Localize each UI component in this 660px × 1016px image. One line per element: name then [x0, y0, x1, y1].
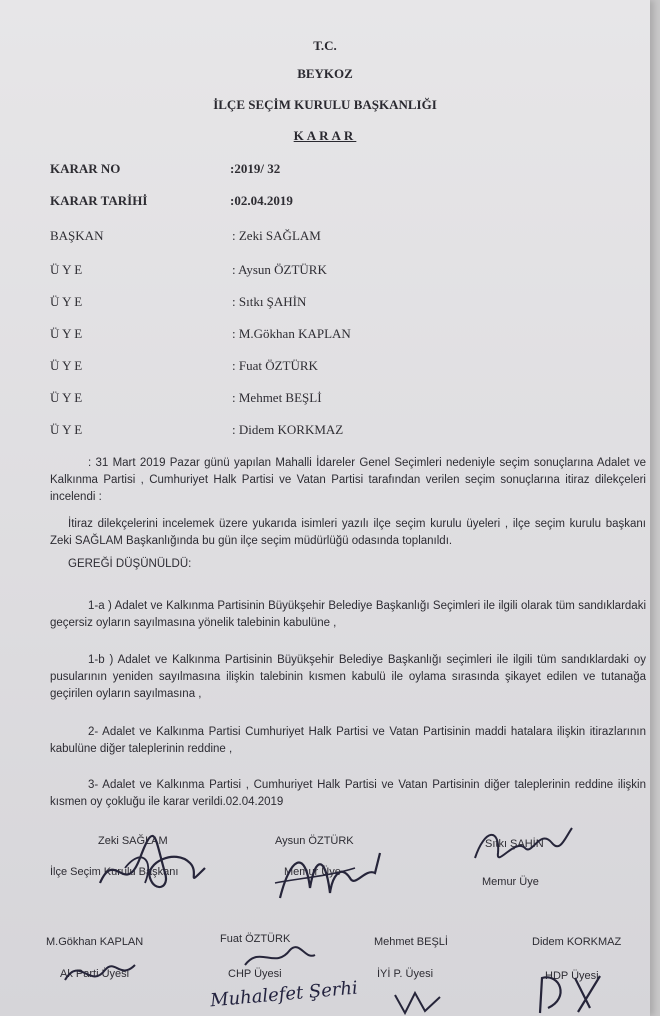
- signatory-name: M.Gökhan KAPLAN: [46, 936, 144, 948]
- signatory-title: CHP Üyesi: [228, 968, 282, 980]
- member-signature: [530, 968, 620, 1016]
- member-signature: [240, 935, 320, 980]
- president-signature: [95, 828, 215, 898]
- review-paragraph: İtiraz dilekçelerini incelemek üzere yukarıda isimleri yazılı ilçe seçim kurulu üyeleri , ilçe seçim kurulu başkanı Zeki SAĞLAM Başkanlığında bu gün ilçe seçim müdürlüğü odasında toplanıldı.: [50, 518, 646, 547]
- signatory-name: Sıtkı ŞAHİN: [485, 838, 544, 850]
- decision-date-value: :02.04.2019: [230, 193, 293, 208]
- member-name: : Zeki SAĞLAM: [232, 228, 321, 243]
- signatory-name: Fuat ÖZTÜRK: [220, 933, 291, 945]
- member-role: Ü Y E: [50, 262, 83, 277]
- member-role: Ü Y E: [50, 358, 83, 373]
- intro-paragraph: : 31 Mart 2019 Pazar günü yapılan Mahalli İdareler Genel Seçimleri nedeniyle seçim sonuçlarına Adalet ve Kalkınma Partisi , Cumhuriyet Halk Partisi ve Vatan Partisi tarafından verilen seçim sonuçlarına itiraz dilekçeleri incelendi :: [50, 457, 646, 503]
- member-name: : Sıtkı ŞAHİN: [232, 294, 307, 309]
- signatory-title: Memur Üye: [284, 866, 341, 878]
- decision-no-label: KARAR NO: [50, 161, 121, 176]
- header-tc: T.C.: [313, 38, 337, 53]
- member-name: : Aysun ÖZTÜRK: [232, 262, 327, 277]
- signatory-title: HDP Üyesi: [545, 970, 599, 982]
- resolution-item: 1-b ) Adalet ve Kalkınma Partisinin Büyükşehir Belediye Başkanlığı seçimleri ile ilgili tüm sandıklardaki oy pusularının yeniden sayılmasına ilişkin talebinin kısmen kabulü ile oylama sırasında şikayet edilen ve tutanağa geçirilen oyların sayılmasına ,: [50, 654, 646, 700]
- member-signature: [60, 950, 150, 1000]
- member-role: Ü Y E: [50, 326, 83, 341]
- member-signature: [270, 838, 400, 908]
- member-name: : Fuat ÖZTÜRK: [232, 358, 318, 373]
- member-role: Ü Y E: [50, 422, 83, 437]
- resolution-item: 3- Adalet ve Kalkınma Partisi , Cumhuriyet Halk Partisi ve Vatan Partisinin diğer taleplerinin reddine ilişkin kısmen oy çokluğu ile karar verildi.02.04.2019: [50, 779, 646, 808]
- dissent-note: Muhalefet Şerhi: [209, 977, 359, 1012]
- resolution-item: 1-a ) Adalet ve Kalkınma Partisinin Büyükşehir Belediye Başkanlığı Seçimleri ile ilgili olarak tüm sandıklardaki geçersiz oyların sayılmasına yönelik talebinin kabulüne ,: [50, 600, 646, 629]
- resolution-heading: GEREĞİ DÜŞÜNÜLDÜ:: [68, 558, 192, 570]
- signatory-title: Memur Üye: [482, 876, 539, 888]
- signatory-name: Didem KORKMAZ: [532, 936, 622, 948]
- member-role: BAŞKAN: [50, 228, 104, 243]
- resolution-item: 2- Adalet ve Kalkınma Partisi Cumhuriyet Halk Partisi ve Vatan Partisinin maddi hatalara ilişkin itirazlarının kabulüne diğer taleplerinin reddine ,: [50, 726, 646, 755]
- signatory-title: İlçe Seçim Kurulu Başkanı: [50, 866, 179, 878]
- signatory-name: Aysun ÖZTÜRK: [275, 835, 354, 847]
- document-title: KARAR: [293, 128, 357, 143]
- signatory-title: İYİ P. Üyesi: [377, 968, 434, 980]
- header-office: İLÇE SEÇİM KURULU BAŞKANLIĞI: [213, 97, 437, 112]
- signatory-name: Mehmet BEŞLİ: [374, 936, 448, 948]
- signatory-name: Zeki SAĞLAM: [98, 835, 168, 847]
- member-name: : M.Gökhan KAPLAN: [232, 326, 351, 341]
- decision-date-label: KARAR TARİHİ: [50, 193, 148, 208]
- member-signature: [470, 818, 580, 873]
- signatory-title: Ak Parti Üyesi: [60, 968, 130, 980]
- decision-no-value: :2019/ 32: [230, 161, 281, 176]
- header-city: BEYKOZ: [297, 66, 353, 81]
- member-role: Ü Y E: [50, 390, 83, 405]
- member-signature: [390, 985, 450, 1015]
- member-name: : Didem KORKMAZ: [232, 422, 344, 437]
- member-name: : Mehmet BEŞLİ: [232, 390, 322, 405]
- member-role: Ü Y E: [50, 294, 83, 309]
